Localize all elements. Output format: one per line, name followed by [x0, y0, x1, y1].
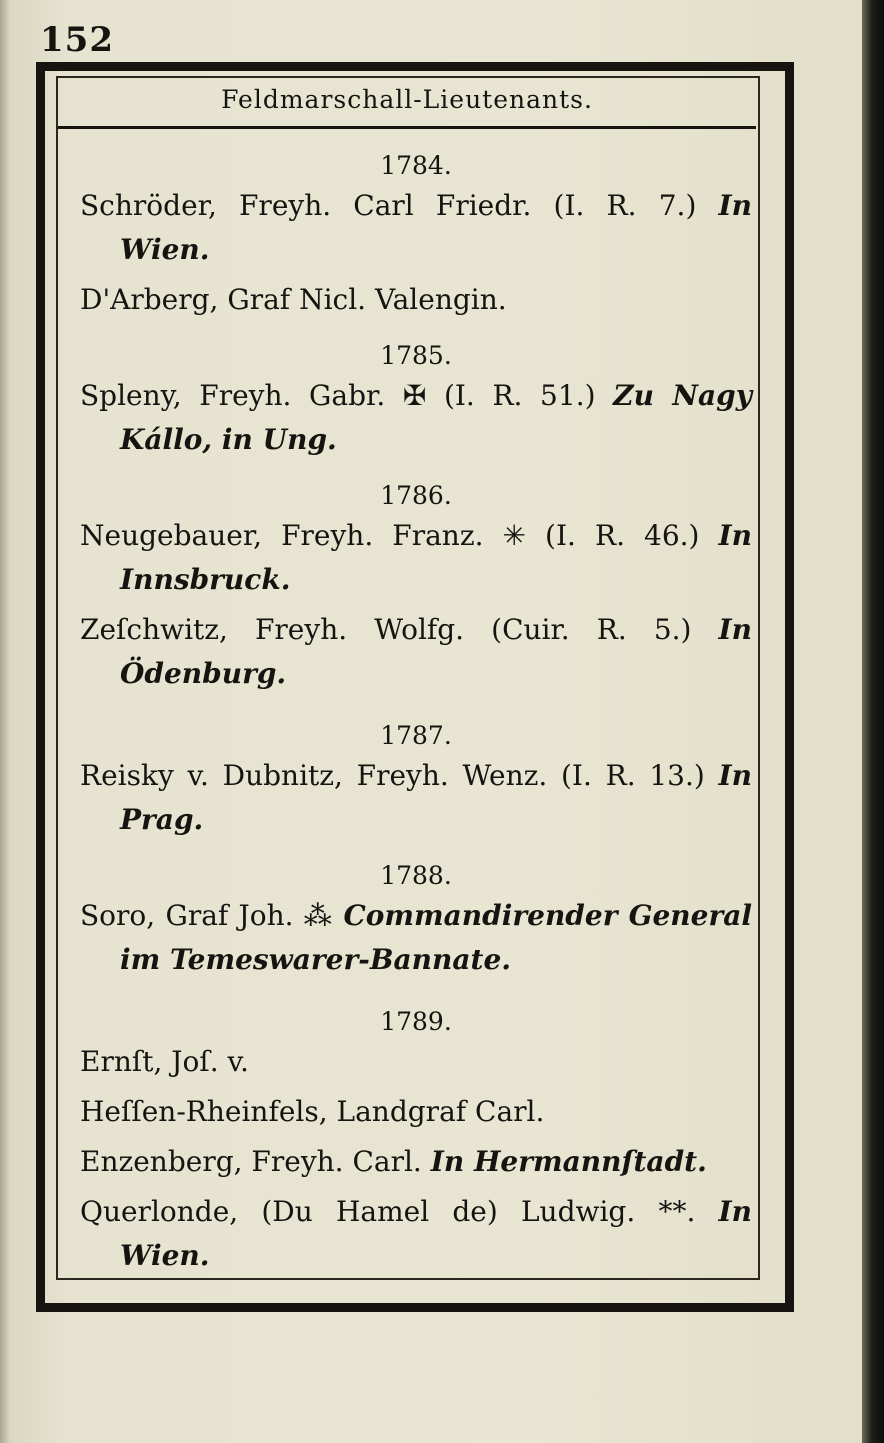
officer-entry [80, 1190, 752, 1278]
officer-entry [80, 894, 752, 982]
page-header: Feldmarschall-Lieutenants. [58, 80, 756, 129]
page-number: 152 [40, 20, 114, 60]
entry-text: Querlonde, (Du Hamel de) Ludwig. **. [80, 1195, 719, 1228]
entry-text: Reisky v. Dubnitz, Freyh. Wenz. (I. R. 13.) [80, 759, 719, 792]
entry-text: Schröder, Freyh. Carl Friedr. (I. R. 7.) [80, 189, 719, 222]
officer-entry [80, 1140, 752, 1184]
entry-text: Ernſt, Joſ. v. [80, 1045, 249, 1078]
entry-location: In Innsbruck. [120, 519, 752, 596]
entry-location: In Wien. [120, 189, 752, 266]
year-heading: 1784. [380, 151, 452, 180]
year-heading: 1789. [380, 1007, 452, 1036]
year-heading: 1788. [380, 861, 452, 890]
entry-text: Soro, Graf Joh. ⁂ [80, 899, 344, 932]
page-left-edge [0, 0, 10, 1443]
entry-text: Zeſchwitz, Freyh. Wolfg. (Cuir. R. 5.) [80, 613, 719, 646]
year-heading: 1786. [380, 481, 452, 510]
book-spine [862, 0, 884, 1443]
year-heading: 1787. [380, 721, 452, 750]
officer-entry [80, 1090, 752, 1134]
officer-entry [80, 754, 752, 842]
entry-location: In Hermannſtadt. [430, 1145, 707, 1178]
officer-entry [80, 278, 752, 322]
officer-entry [80, 1040, 752, 1084]
officer-entry [80, 184, 752, 272]
entry-text: Spleny, Freyh. Gabr. ✠ (I. R. 51.) [80, 379, 614, 412]
officer-entry [80, 608, 752, 696]
entry-location: Zu Nagy Kállo, in Ung. [120, 379, 752, 456]
entry-location: Commandirender General im Temeswarer-Bannate. [120, 899, 752, 976]
entry-text: D'Arberg, Graf Nicl. Valengin. [80, 283, 507, 316]
entry-text: Neugebauer, Freyh. Franz. ✳ (I. R. 46.) [80, 519, 719, 552]
officer-entry [80, 374, 752, 462]
entry-location: In Wien. [120, 1195, 752, 1272]
officer-entry [80, 514, 752, 602]
register-content [80, 148, 752, 1278]
year-heading: 1785. [380, 341, 452, 370]
entry-text: Enzenberg, Freyh. Carl. [80, 1145, 431, 1178]
entry-text: Heſſen-Rheinfels, Landgraf Carl. [80, 1095, 545, 1128]
entry-location: In Ödenburg. [120, 613, 752, 690]
entry-location: In Prag. [120, 759, 752, 836]
